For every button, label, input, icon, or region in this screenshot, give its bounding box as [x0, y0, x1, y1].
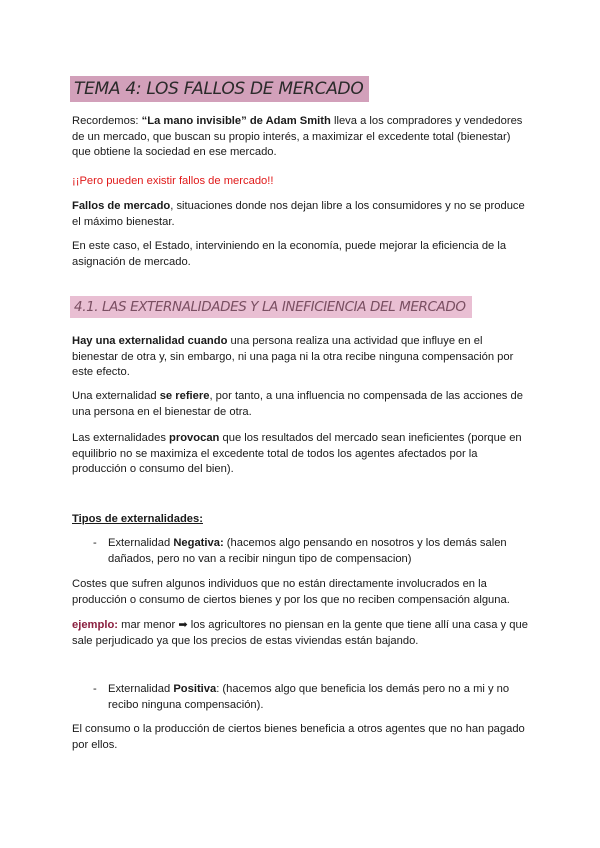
- provocan-paragraph: [72, 431, 528, 478]
- refiere-term: se refiere: [159, 390, 210, 402]
- refiere-rest: , por tanto, a una influencia no compensada de las acciones de una persona en el bienestar de otra.: [72, 390, 523, 418]
- negativa-rest: (hacemos algo pensando en nosotros y los demás salen dañados, pero no van a recibir ningun tipo de compensacion): [108, 537, 507, 565]
- intro-de: de: [246, 115, 266, 127]
- ejemplo-label: ejemplo:: [72, 619, 119, 631]
- positiva-rest: : (hacemos algo que beneficia los demás pero no a mi y no recibo ninguna compensación).: [108, 683, 510, 711]
- positiva-prefix: Externalidad: [108, 683, 174, 695]
- refiere-paragraph: [72, 389, 528, 420]
- consumo-paragraph: El consumo o la producción de ciertos bienes beneficia a otros agentes que no han pagado por ellos.: [72, 723, 525, 751]
- tipos-heading-text: Tipos de externalidades:: [72, 513, 203, 525]
- intro-prefix: Recordemos:: [72, 115, 142, 127]
- arrow-right-icon: ➡: [178, 619, 188, 631]
- tipos-heading: [72, 512, 528, 528]
- provocan-prefix: Las externalidades: [72, 432, 170, 444]
- negativa-text: [108, 536, 523, 567]
- negativa-prefix: Externalidad: [108, 537, 174, 549]
- positiva-text: [108, 682, 523, 713]
- page-title: TEMA 4: LOS FALLOS DE MERCADO: [70, 76, 369, 102]
- bullet-dash: -: [93, 683, 97, 695]
- intro-rest: lleva a los compradores y vendedores de un mercado, que buscan su propio interés, a maximizar el excedente total (bienestar) que obtiene la sociedad en ese mercado.: [72, 115, 523, 158]
- provocan-term: provocan: [169, 432, 220, 444]
- bullet-dash: -: [93, 537, 97, 549]
- provocan-rest: que los resultados del mercado sean ineficientes (porque en equilibrio no se maximiza el excedente total de todos los agentes afectados por la producción o consumo del bien).: [72, 432, 522, 475]
- positiva-term: Positiva: [173, 683, 217, 695]
- ejemplo-pre: mar menor: [118, 619, 179, 631]
- ejemplo-paragraph: [72, 618, 528, 649]
- fallos-rest: , situaciones donde nos dejan libre a los consumidores y no se produce el máximo bienestar.: [72, 200, 525, 228]
- intro-author: Adam Smith: [265, 115, 331, 127]
- estado-paragraph: En este caso, el Estado, interviniendo en la economía, puede mejorar la eficiencia de la asignación de mercado.: [72, 240, 507, 268]
- refiere-prefix: Una externalidad: [72, 390, 160, 402]
- intro-quote: “La mano invisible”: [141, 115, 247, 127]
- section-title: 4.1. LAS EXTERNALIDADES Y LA INEFICIENCIA DEL MERCADO: [70, 296, 472, 318]
- externalidad-term: Hay una externalidad cuando: [72, 335, 228, 347]
- intro-paragraph: [72, 114, 528, 161]
- negativa-term: Negativa:: [173, 537, 224, 549]
- ejemplo-rest: los agricultores no piensan en la gente que tiene allí una casa y que sale perjudicado ya que los precios de estas viviendas están bajando.: [72, 619, 528, 647]
- warning-text: ¡¡Pero pueden existir fallos de mercado!!: [72, 175, 274, 187]
- externalidad-definition: [72, 334, 528, 381]
- fallos-paragraph: [72, 199, 528, 230]
- fallos-term: Fallos de mercado: [72, 200, 171, 212]
- costes-paragraph: Costes que sufren algunos individuos que no están directamente involucrados en la producción o consumo de ciertos bienes y por los que no reciben compensación alguna.: [72, 578, 510, 606]
- externalidad-rest: una persona realiza una actividad que influye en el bienestar de otra y, sin embargo, ni una paga ni la otra recibe ninguna compensación por este efecto.: [72, 335, 514, 378]
